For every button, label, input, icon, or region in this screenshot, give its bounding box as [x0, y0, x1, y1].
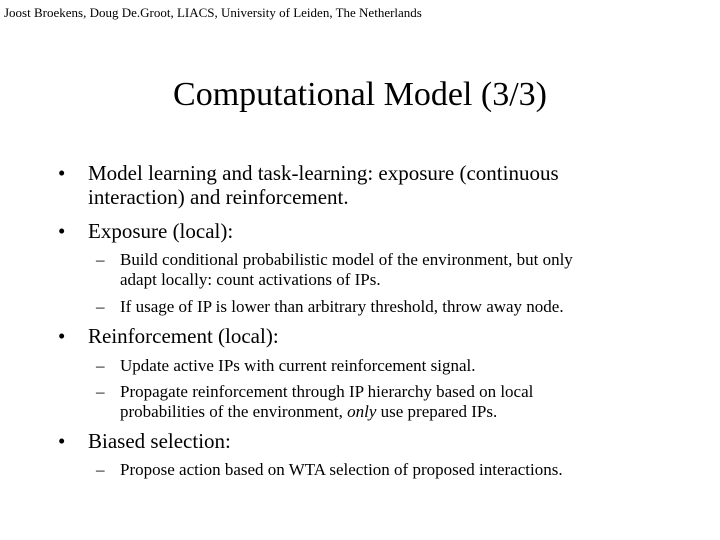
sub-bullet-line: Update active IPs with current reinforcement signal.: [120, 356, 476, 375]
sub-bullet-text: [120, 250, 700, 290]
bullet-text: [88, 324, 708, 348]
slide-header: Joost Broekens, Doug De.Groot, LIACS, University of Leiden, The Netherlands: [4, 5, 422, 20]
bullet-marker: •: [58, 219, 66, 243]
bullet-line: Exposure (local):: [88, 219, 234, 243]
bullet-line: Reinforcement (local):: [88, 324, 279, 348]
slide-title: Computational Model (3/3): [173, 76, 547, 113]
dash-marker: –: [96, 382, 105, 401]
bullet-marker: •: [58, 324, 66, 348]
text-run: use prepared IPs.: [376, 402, 498, 421]
bullet-marker: •: [58, 429, 66, 453]
sub-bullet-line: Propose action based on WTA selection of proposed interactions.: [120, 460, 563, 479]
bullet-text: [88, 161, 708, 209]
dash-marker: –: [96, 460, 105, 479]
sub-bullet-text: [120, 297, 700, 317]
bullet-line: Biased selection:: [88, 429, 231, 453]
text-run: probabilities of the environment,: [120, 402, 348, 421]
dash-marker: –: [96, 250, 105, 269]
bullet-text: [88, 219, 708, 243]
bullet-line: interaction) and reinforcement.: [88, 185, 349, 209]
sub-bullet-text: [120, 460, 700, 480]
sub-bullet-text: [120, 382, 700, 422]
bullet-text: [88, 429, 708, 453]
bullet-line: Model learning and task-learning: exposure (continuous: [88, 161, 559, 185]
sub-bullet-line: Build conditional probabilistic model of the environment, but only: [120, 250, 573, 269]
sub-bullet-line: If usage of IP is lower than arbitrary threshold, throw away node.: [120, 297, 564, 316]
bullet-marker: •: [58, 161, 66, 185]
dash-marker: –: [96, 297, 105, 316]
dash-marker: –: [96, 356, 105, 375]
sub-bullet-line: [120, 402, 700, 422]
emphasis-text: only: [347, 402, 377, 421]
sub-bullet-line: Propagate reinforcement through IP hierarchy based on local: [120, 382, 534, 401]
sub-bullet-line: adapt locally: count activations of IPs.: [120, 270, 381, 289]
sub-bullet-text: [120, 356, 700, 376]
